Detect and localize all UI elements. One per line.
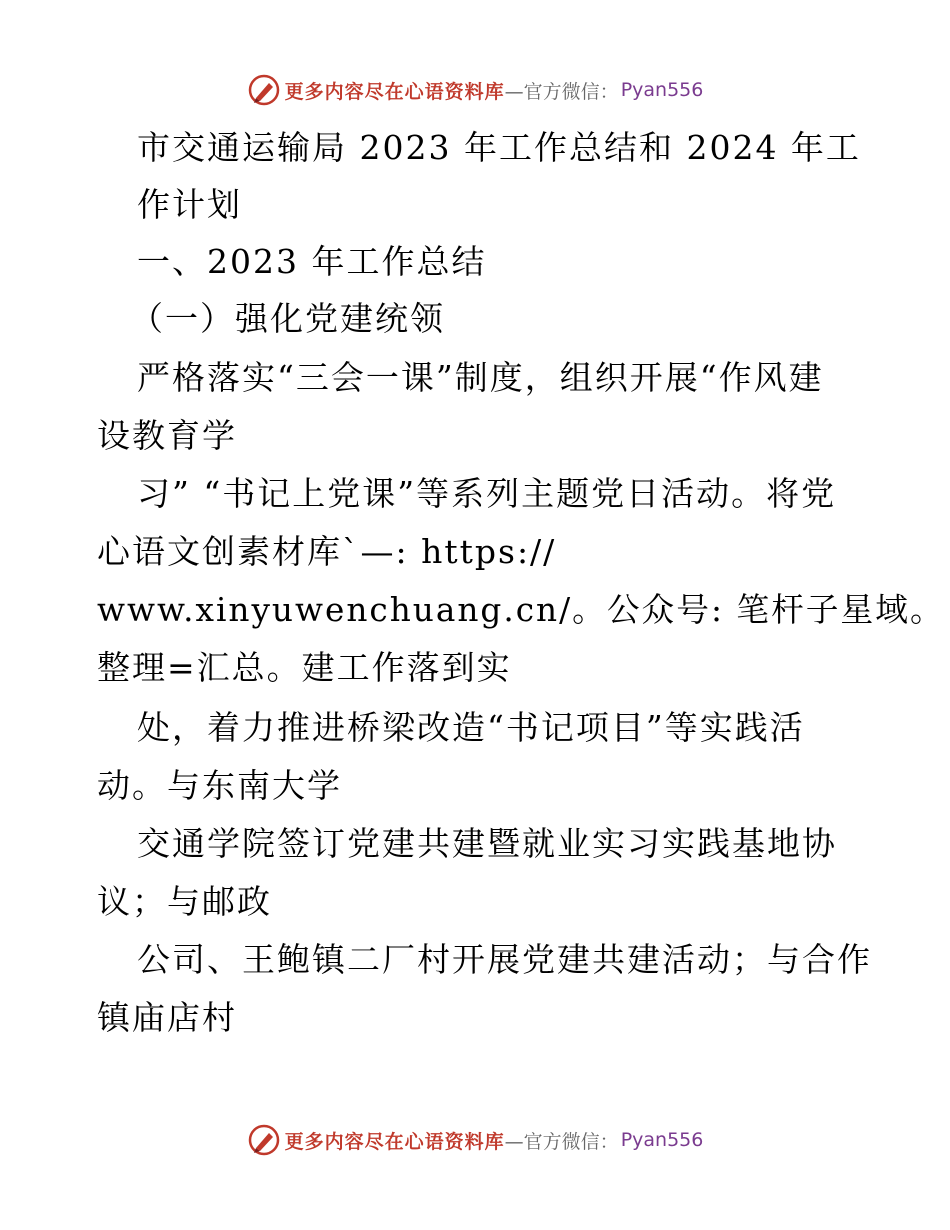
paragraph-line: 动。与东南大学	[97, 766, 342, 805]
watermark-separator-text: —官方微信：	[504, 80, 619, 103]
paragraph-line: 习” “书记上党课”等系列主题党日活动。将党	[137, 474, 837, 513]
paragraph-line: 议；与邮政	[97, 882, 272, 921]
paragraph-line: 交通学院签订党建共建暨就业实习实践基地协	[137, 824, 837, 863]
watermark-main-text: 更多内容尽在心语资料库	[284, 80, 505, 103]
paragraph-line: 整理=汇总。建工作落到实	[97, 648, 512, 687]
watermark-main-text: 更多内容尽在心语资料库	[284, 1130, 505, 1153]
paragraph-line: 镇庙店村	[97, 998, 237, 1037]
paragraph-line: 处，着力推进桥梁改造“书记项目”等实践活	[137, 708, 805, 747]
paragraph-line: 设教育学	[97, 416, 237, 455]
footer-watermark	[0, 1120, 950, 1160]
pen-logo-icon	[247, 1123, 281, 1157]
section-heading: 一、2023 年工作总结	[137, 242, 487, 281]
paragraph-line: 公司、王鲍镇二厂村开展党建共建活动；与合作	[137, 940, 872, 979]
pen-logo-icon	[247, 73, 281, 107]
watermark-wechat-id: Pyan556	[620, 1129, 704, 1151]
document-title-line-2: 作计划	[137, 185, 242, 224]
paragraph-line: 严格落实“三会一课”制度，组织开展“作风建	[137, 358, 824, 397]
header-watermark	[0, 70, 950, 110]
document-title-line-1: 市交通运输局 2023 年工作总结和 2024 年工	[137, 128, 861, 167]
watermark-wechat-id: Pyan556	[620, 79, 704, 101]
watermark-separator-text: —官方微信：	[504, 1130, 619, 1153]
paragraph-line: www.xinyuwenchuang.cn/。公众号: 笔杆子星域。	[97, 590, 945, 629]
paragraph-line: 心语文创素材库`—: https://	[97, 532, 557, 571]
subsection-heading: （一）强化党建统领	[130, 299, 445, 338]
